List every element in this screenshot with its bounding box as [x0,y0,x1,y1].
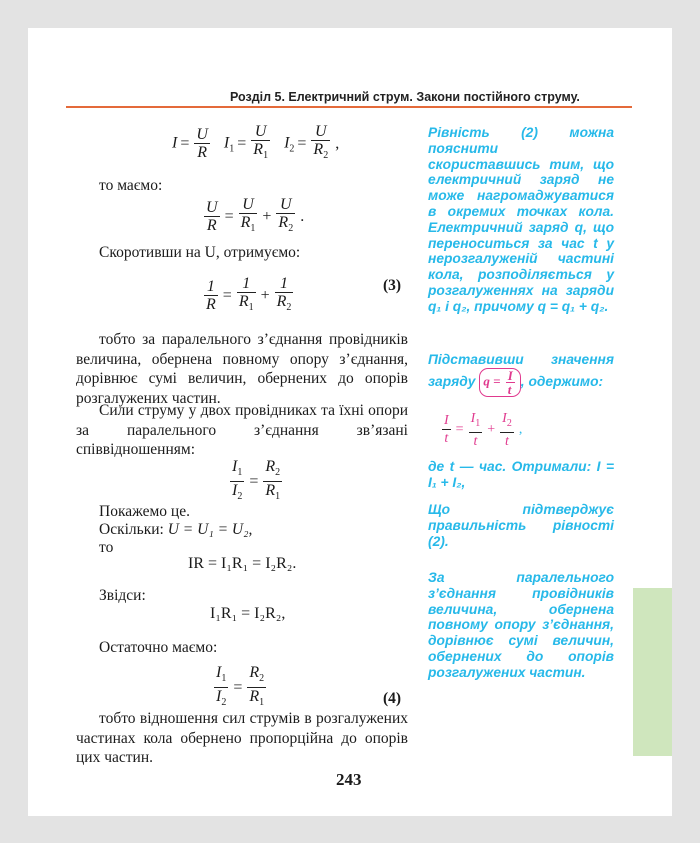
formula-i1r1: I₁R₁ = I₂R₂, [210,605,286,622]
side-tab-marker [633,588,672,756]
formula-ir: IR = I₁R₁ = I₂R₂. [188,555,297,572]
side-note-substitution-text: Підставивши значення заряду [428,352,614,389]
side-note-substitution-tail: , одержимо: [520,373,604,389]
side-note-summary: За паралельного з’єднання провідників величина, обернена повному опору з’єднання, дорівнює сумі величин, обернених до опорів розгалужених частин. [428,570,614,680]
side-note-substitution [428,352,614,397]
side-note-confirms: Що підтверджує правильність рівності (2). [428,502,614,549]
formula-sum-conductance: $\frac{U}{R}$ = $\frac{U}{R_1}$ + $\frac{U}{R_2}$ . [206,196,305,235]
text-reducing-by-u: Скоротивши на U, отримуємо: [99,244,301,261]
formula-ohm-law: I = $\frac{U}{R}$ $I_1$ = $\frac{U}{R_1}$ $I_2$ = $\frac{U}{R_2}$ , [172,123,340,162]
text-lets-show: Покажемо це. [99,503,190,520]
formula-3: $\frac{1}{R}$ = $\frac{1}{R_1}$ + $\frac{1}{R_2}$ [206,275,292,314]
text-hence: Звідси: [99,587,146,604]
formula-charge-pill: q = $\frac{I}{t}$ [479,368,520,397]
formula-current-sum-fraction: $\frac{I}{t}$ = $\frac{I_1}{t}$ + $\frac{I_2}{t}$ , [444,411,523,449]
paragraph-conclusion: тобто відношення сил струмів в розгалужених частинах кола обернено пропорційна до опорів цих частин. [76,710,408,766]
header-divider [66,106,632,108]
formula-4: $\frac{I_1}{I_2}$ = $\frac{R_2}{R_1}$ [216,664,265,709]
side-note-charge: Рівність (2) можна пояснити скориставшись тим, що електричний заряд не може нагромаджуватися в окремих точках кола. Електричний заряд q, що переноситься за час t у нерозгалуженій частині кола, розподіляється у розгалуженнях на заряди q₁ і q₂, причому q = q₁ + q₂. [428,125,614,314]
paragraph-parallel-definition: тобто за паралельного з’єднання провідників величина, обернена повному опору з’єднання, дорівнює сумі величин, обернених до опорів розгалужених частин. [76,331,408,407]
text-then-we-have: то маємо: [99,177,163,194]
text-since-label: Оскільки: [99,521,164,538]
formula-voltage-equal: U = U₁ = U₂, [167,521,253,538]
text-so: то [99,539,114,556]
formula-current-ratio: $\frac{I_1}{I_2}$ = $\frac{R_2}{R_1}$ [232,458,281,503]
running-header: Розділ 5. Електричний струм. Закони постійного струму. [230,90,580,104]
text-finally: Остаточно маємо: [99,639,218,656]
paragraph-currents-relation: Сили струму у двох провідниках та їхні опори за паралельного з’єднання зв’язані співвідношенням: [76,402,408,458]
text-since [99,520,252,540]
equation-number-3: (3) [383,277,402,294]
page-number: 243 [336,770,362,789]
equation-number-4: (4) [383,690,402,707]
side-note-result: де t — час. Отримали: I = I₁ + I₂, [428,459,614,490]
